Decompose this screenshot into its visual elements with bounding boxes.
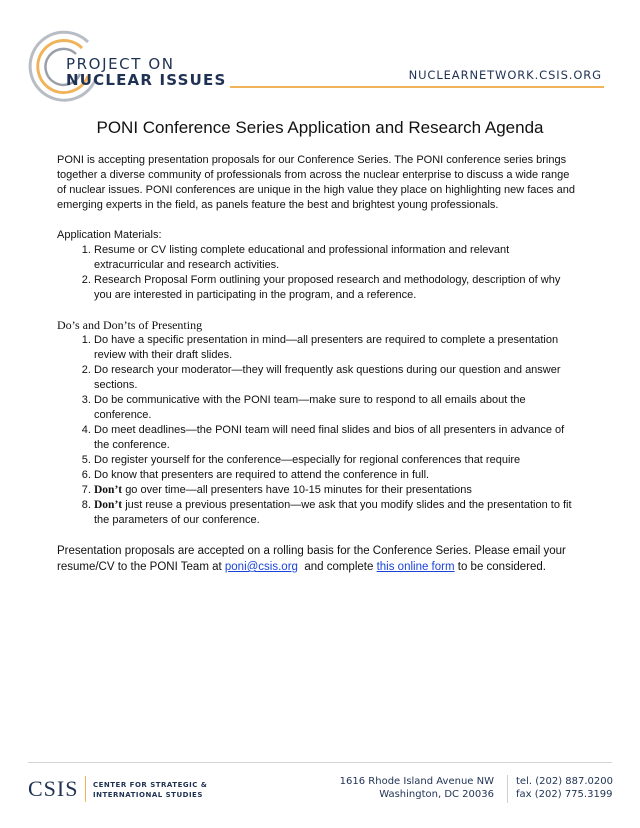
list-item: 2. Research Proposal Form outlining your proposed research and methodology, description of why you are interested in participating in the program, and a reference. (94, 273, 577, 303)
dont-label: Don’t (94, 484, 123, 496)
list-item: 3. Do be communicative with the PONI team—make sure to respond to all emails about the conference. (94, 393, 577, 423)
dos-donts-list (57, 333, 577, 528)
dos-donts-heading: Do’s and Don’ts of Presenting (57, 318, 203, 332)
list-item: 4. Do meet deadlines—the PONI team will need final slides and bios of all presenters in advance of the conference. (94, 423, 577, 453)
list-item: 5. Do register yourself for the conference—especially for regional conferences that require (94, 453, 577, 468)
footer-contact (516, 775, 613, 801)
list-item: 1. Do have a specific presentation in mind—all presenters are required to complete a presentation review with their draft slides. (94, 333, 577, 363)
list-item-text: just reuse a previous presentation—we ask that you modify slides and the presentation to fit the parameters of our conference. (94, 499, 572, 526)
dont-label: Don’t (94, 499, 123, 511)
list-item (94, 498, 577, 528)
csis-logo-divider (85, 776, 86, 802)
closing-text: Presentation proposals are accepted on a rolling basis for the Conference Series. Please email your resume/CV to the PONI Team at (57, 545, 566, 573)
application-materials-list (57, 243, 577, 303)
closing-text: to be considered. (454, 561, 546, 573)
document-title: PONI Conference Series Application and Research Agenda (96, 118, 544, 137)
document-body (57, 153, 577, 575)
footer-divider (28, 762, 612, 763)
fax: fax (202) 775.3199 (516, 789, 613, 800)
site-url: NUCLEARNETWORK.CSIS.ORG (408, 68, 602, 82)
list-item: 1. Resume or CV listing complete educational and professional information and relevant extracurricular and research activities. (94, 243, 577, 273)
logo-line-nuclear-issues: NUCLEAR ISSUES (66, 71, 227, 89)
email-link[interactable]: poni@csis.org (224, 561, 298, 573)
csis-name-line: INTERNATIONAL STUDIES (93, 791, 203, 799)
online-form-link[interactable]: this online form (376, 561, 455, 573)
footer-address (340, 775, 494, 801)
logo-line-project-on: PROJECT ON (66, 55, 175, 73)
csis-full-name (93, 780, 207, 800)
header-divider (230, 86, 604, 88)
application-materials-heading: Application Materials: (57, 229, 162, 241)
address-line: Washington, DC 20036 (379, 789, 494, 800)
list-item: 2. Do research your moderator—they will frequently ask questions during our question and answer sections. (94, 363, 577, 393)
poni-logo-text (66, 56, 226, 88)
list-item (94, 483, 577, 498)
letterhead (0, 0, 640, 110)
closing-paragraph (57, 543, 577, 575)
csis-name-line: CENTER FOR STRATEGIC & (93, 781, 208, 789)
list-item-text: go over time—all presenters have 10-15 minutes for their presentations (125, 484, 472, 496)
telephone: tel. (202) 887.0200 (516, 776, 613, 787)
intro-paragraph: PONI is accepting presentation proposals for our Conference Series. The PONI conference series brings together a diverse community of professionals from across the nuclear enterprise to discuss a wide range of nuclear issues. PONI conferences are unique in the high value they place on highlighting new faces and emerging experts in the field, as panels feature the best and brightest young professionals. (57, 154, 575, 211)
address-line: 1616 Rhode Island Avenue NW (339, 776, 494, 787)
contact-divider (507, 775, 508, 803)
csis-logo: CSIS (28, 776, 79, 801)
closing-text: and complete (297, 561, 377, 573)
list-item: 6. Do know that presenters are required to attend the conference in full. (94, 468, 577, 483)
